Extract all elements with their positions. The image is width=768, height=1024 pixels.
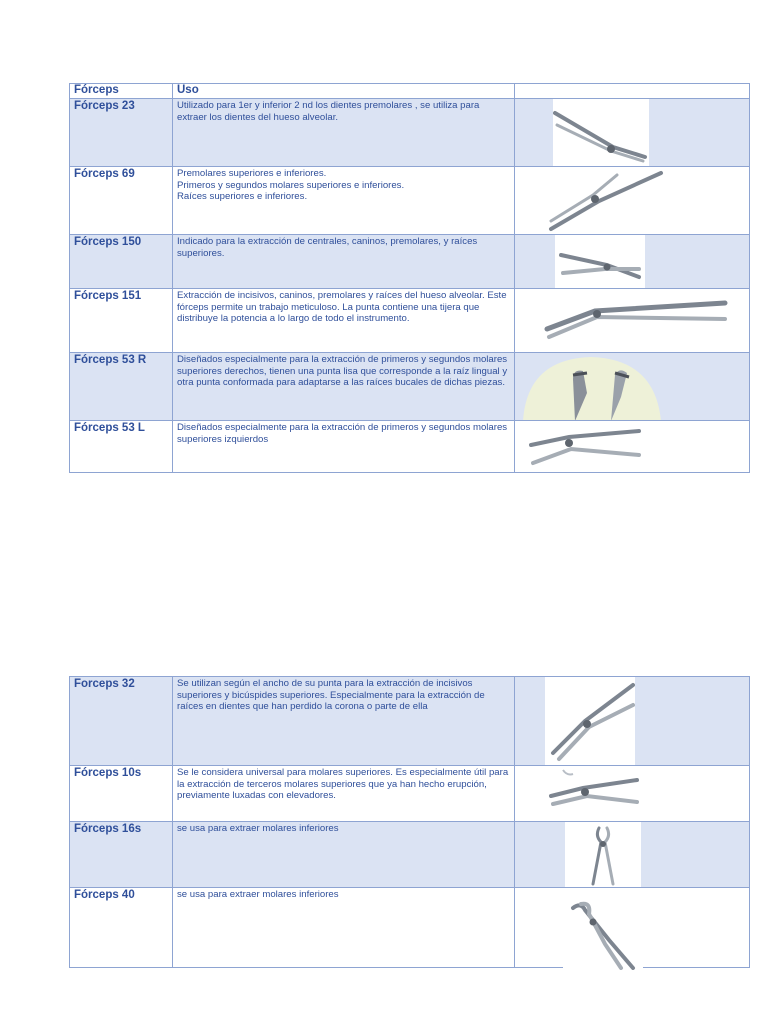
- row-use: Se utilizan según el ancho de su punta para la extracción de incisivos superiores y bicúspides superiores. Especialmente para la extracción de raíces en dientes que han perdido la corona o parte de ella: [173, 677, 515, 765]
- forceps-40-image: [563, 900, 643, 970]
- forceps-icon: [545, 677, 635, 765]
- forceps-icon: [525, 425, 641, 471]
- forceps-icon: [555, 235, 645, 289]
- row-use: se usa para extraer molares inferiores: [173, 822, 515, 887]
- table-row: [70, 234, 749, 288]
- forceps-16s-image: [565, 822, 641, 888]
- forceps-150-image: [555, 235, 645, 289]
- forceps-32-image: [545, 677, 635, 765]
- table-row: [70, 288, 749, 352]
- row-image-cell: [515, 167, 749, 234]
- row-image-cell: [515, 677, 749, 765]
- row-use: Extracción de incisivos, caninos, premolares y raíces del hueso alveolar. Este fórceps permite un trabajo meticuloso. La punta contiene una tijera que distribuye la potencia a lo largo de todo el instrumento.: [173, 289, 515, 352]
- row-image-cell: [515, 235, 749, 288]
- table-header-row: [70, 84, 749, 98]
- row-use: Diseñados especialmente para la extracción de primeros y segundos molares superiores izquierdos: [173, 421, 515, 472]
- forceps-table-2: [69, 676, 750, 968]
- table-row: [70, 166, 749, 234]
- table-row: [70, 352, 749, 420]
- table-row: [70, 821, 749, 887]
- row-name: Fórceps 53 L: [70, 421, 173, 472]
- row-image-cell: [515, 289, 749, 352]
- row-name: Fórceps 69: [70, 167, 173, 234]
- row-image-cell: [515, 353, 749, 420]
- forceps-icon: [565, 822, 641, 888]
- row-use: Se le considera universal para molares superiores. Es especialmente útil para la extracción de terceros molares superiores que ya han hecho erupción, previamente luxadas con elevadores.: [173, 766, 515, 821]
- forceps-icon: [523, 353, 661, 421]
- table-row: [70, 420, 749, 472]
- row-image-cell: [515, 766, 749, 821]
- row-use: Indicado para la extracción de centrales, caninos, premolares, y raíces superiores.: [173, 235, 515, 288]
- row-name: Fórceps 23: [70, 99, 173, 166]
- table-row: [70, 677, 749, 765]
- forceps-icon: [543, 766, 639, 814]
- row-image-cell: [515, 421, 749, 472]
- forceps-icon: [543, 167, 673, 235]
- row-name: Fórceps 10s: [70, 766, 173, 821]
- row-use: Premolares superiores e inferiores. Primeros y segundos molares superiores e inferiores. Raíces superiores e inferiores.: [173, 167, 515, 234]
- forceps-23-image: [553, 99, 649, 167]
- row-name: Fórceps 151: [70, 289, 173, 352]
- table-row: [70, 98, 749, 166]
- header-image: [515, 84, 749, 98]
- row-image-cell: [515, 99, 749, 166]
- row-name: Fórceps 150: [70, 235, 173, 288]
- forceps-icon: [535, 289, 745, 353]
- row-name: Forceps 32: [70, 677, 173, 765]
- row-image-cell: [515, 888, 749, 967]
- forceps-69-image: [543, 167, 673, 235]
- forceps-icon: [563, 900, 643, 970]
- forceps-53r-image: [523, 353, 661, 421]
- table-row: [70, 765, 749, 821]
- forceps-151-image: [535, 289, 745, 353]
- row-name: Fórceps 40: [70, 888, 173, 967]
- header-uso: Uso: [173, 84, 515, 98]
- table-row: [70, 887, 749, 967]
- row-name: Fórceps 53 R: [70, 353, 173, 420]
- header-forceps: Fórceps: [70, 84, 173, 98]
- forceps-icon: [553, 99, 649, 167]
- row-use: se usa para extraer molares inferiores: [173, 888, 515, 967]
- row-image-cell: [515, 822, 749, 887]
- row-use: Utilizado para 1er y inferior 2 nd los dientes premolares , se utiliza para extraer los dientes del hueso alveolar.: [173, 99, 515, 166]
- forceps-53l-image: [525, 425, 641, 471]
- forceps-table-1: [69, 83, 750, 473]
- row-use: Diseñados especialmente para la extracción de primeros y segundos molares superiores derechos, tienen una punta lisa que corresponde a la raíz lingual y otra punta conformada para adaptarse a las raíces bucales de dichas piezas.: [173, 353, 515, 420]
- row-name: Fórceps 16s: [70, 822, 173, 887]
- forceps-10s-image: [543, 766, 639, 814]
